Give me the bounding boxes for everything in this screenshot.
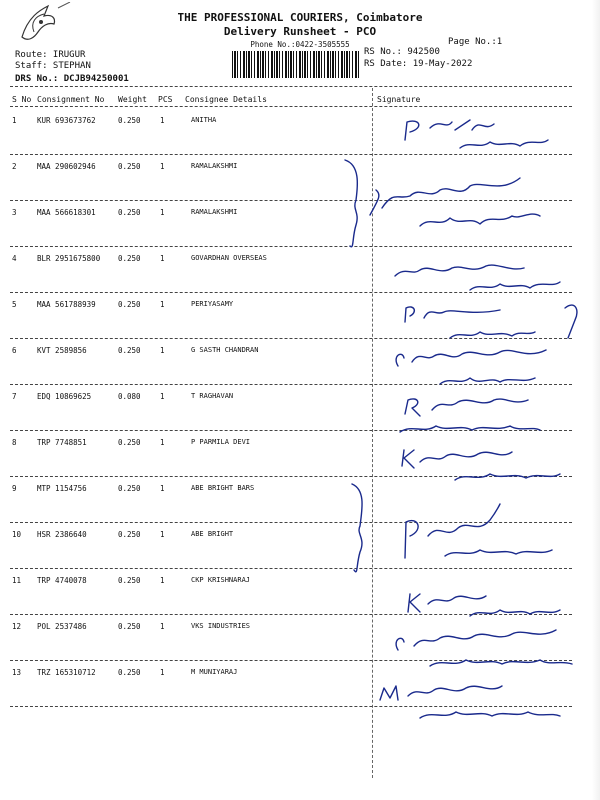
- phone-number: Phone No.:0422-3505555: [250, 40, 350, 49]
- company-name: THE PROFESSIONAL COURIERS, Coimbatore: [177, 11, 423, 24]
- cell-consignee: PERIYASAMY: [191, 300, 234, 308]
- cell-consignee: GOVARDHAN OVERSEAS: [191, 254, 267, 262]
- cell-weight: 0.250: [118, 162, 141, 171]
- cell-consignment: MAA 561788939: [37, 300, 96, 309]
- cell-consignee: CKP KRISHNARAJ: [191, 576, 251, 584]
- col-header-sno: S No: [12, 95, 32, 104]
- cell-consignee: RAMALAKSHMI: [191, 162, 238, 170]
- cell-weight: 0.250: [118, 300, 141, 309]
- cell-weight: 0.250: [118, 438, 141, 447]
- cell-pcs: 1: [160, 576, 165, 585]
- cell-pcs: 1: [160, 300, 165, 309]
- cell-sno: 2: [12, 162, 17, 171]
- cell-consignment: MTP 1154756: [37, 484, 87, 493]
- col-header-pcs: PCS: [158, 95, 173, 104]
- cell-consignee: P PARMILA DEVI: [191, 438, 251, 446]
- col-header-signature: Signature: [377, 95, 421, 104]
- cell-pcs: 1: [160, 622, 165, 631]
- cell-consignee: ABE BRIGHT: [191, 530, 234, 538]
- cell-sno: 7: [12, 392, 17, 401]
- cell-pcs: 1: [160, 254, 165, 263]
- cell-sno: 5: [12, 300, 17, 309]
- cell-weight: 0.080: [118, 392, 141, 401]
- col-header-weight: Weight: [118, 95, 147, 104]
- cell-consignee: ANITHA: [191, 116, 217, 124]
- cell-pcs: 1: [160, 116, 165, 125]
- cell-consignment: POL 2537486: [37, 622, 87, 631]
- cell-consignment: KVT 2589856: [37, 346, 87, 355]
- cell-consignee: VKS INDUSTRIES: [191, 622, 251, 630]
- page-edge-shadow: [592, 0, 600, 800]
- cell-sno: 1: [12, 116, 17, 125]
- cell-weight: 0.250: [118, 346, 141, 355]
- cell-sno: 9: [12, 484, 17, 493]
- cell-consignment: HSR 2386640: [37, 530, 87, 539]
- cell-consignment: BLR 2951675800: [37, 254, 101, 263]
- cell-pcs: 1: [160, 162, 165, 171]
- cell-consignee: T RAGHAVAN: [191, 392, 234, 400]
- cell-pcs: 1: [160, 208, 165, 217]
- cell-consignment: KUR 693673762: [37, 116, 96, 125]
- col-header-consignment: Consignment No: [37, 95, 105, 104]
- cell-pcs: 1: [160, 392, 165, 401]
- cell-weight: 0.250: [118, 254, 141, 263]
- cell-weight: 0.250: [118, 576, 141, 585]
- rs-number: RS No.: 942500: [364, 47, 440, 57]
- cell-sno: 10: [12, 530, 22, 539]
- cell-weight: 0.250: [118, 668, 141, 677]
- cell-consignment: EDQ 10869625: [37, 392, 92, 401]
- document-title: Delivery Runsheet - PCO: [223, 25, 377, 38]
- cell-pcs: 1: [160, 484, 165, 493]
- cell-consignment: MAA 290602946: [37, 162, 96, 171]
- cell-consignee: G SASTH CHANDRAN: [191, 346, 259, 354]
- cell-consignment: MAA 566618301: [37, 208, 96, 217]
- cell-sno: 8: [12, 438, 17, 447]
- cell-consignee: RAMALAKSHMI: [191, 208, 238, 216]
- cell-weight: 0.250: [118, 530, 141, 539]
- cell-pcs: 1: [160, 530, 165, 539]
- cell-consignee: ABE BRIGHT BARS: [191, 484, 255, 492]
- cell-weight: 0.250: [118, 622, 141, 631]
- cell-weight: 0.250: [118, 208, 141, 217]
- col-header-consignee: Consignee Details: [185, 95, 267, 104]
- cell-consignment: TRP 7748851: [37, 438, 87, 447]
- page-number: Page No.:1: [448, 37, 503, 47]
- cell-sno: 11: [12, 576, 22, 585]
- cell-sno: 12: [12, 622, 22, 631]
- rs-date: RS Date: 19-May-2022: [364, 59, 473, 69]
- drs-number: DRS No.: DCJB94250001: [15, 74, 129, 84]
- cell-sno: 3: [12, 208, 17, 217]
- cell-weight: 0.250: [118, 484, 141, 493]
- staff: Staff: STEPHAN: [15, 61, 91, 71]
- cell-sno: 4: [12, 254, 17, 263]
- route: Route: IRUGUR: [15, 50, 86, 60]
- cell-consignment: TRZ 165310712: [37, 668, 96, 677]
- cell-pcs: 1: [160, 668, 165, 677]
- cell-consignee: M MUNIYARAJ: [191, 668, 238, 676]
- cell-consignment: TRP 4740078: [37, 576, 87, 585]
- cell-sno: 13: [12, 668, 22, 677]
- cell-weight: 0.250: [118, 116, 141, 125]
- cell-sno: 6: [12, 346, 17, 355]
- cell-pcs: 1: [160, 438, 165, 447]
- cell-pcs: 1: [160, 346, 165, 355]
